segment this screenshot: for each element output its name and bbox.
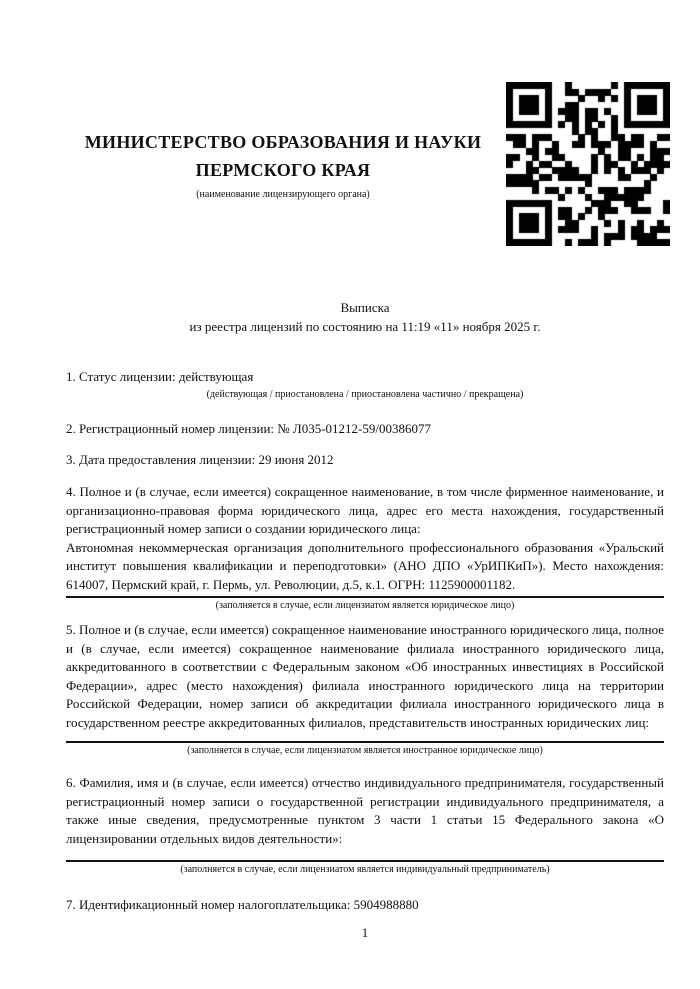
ministry-subtitle: (наименование лицензирующего органа): [196, 189, 370, 200]
fill-line: [66, 860, 664, 862]
license-status-text: 1. Статус лицензии: действующая: [66, 369, 254, 384]
ministry-header: [63, 128, 503, 201]
fill-line: [66, 596, 664, 598]
legal-entity-caption: (заполняется в случае, если лицензиатом является юридическое лицо): [215, 600, 515, 611]
taxpayer-number-text: 7. Идентификационный номер налогоплательщика: 5904988880: [66, 897, 419, 912]
qr-code: [506, 82, 670, 246]
license-date-text: 3. Дата предоставления лицензии: 29 июня 2012: [66, 452, 334, 467]
page-number: 1: [361, 925, 369, 940]
document-title-line1: Выписка: [340, 300, 390, 315]
individual-entrepreneur-label: 6. Фамилия, имя и (в случае, если имеется) отчество индивидуального предпринимателя, государственный регистрационный номер записи о государственной регистрации индивидуального предпринимателя, а также иные сведения, предусмотренные пунктом 3 части 1 статьи 15 Федерального закона «О лицензировании отдельных видов деятельности»:: [66, 775, 664, 846]
item-legal-entity: [66, 483, 664, 613]
item-foreign-entity: [66, 621, 664, 758]
license-status-options-caption: (действующая / приостановлена / приостановлена частично / прекращена): [206, 388, 524, 400]
item-registration-number: [66, 420, 664, 439]
individual-entrepreneur-caption: (заполняется в случае, если лицензиатом является индивидуальный предприниматель): [180, 864, 550, 875]
item-individual-entrepreneur: [66, 774, 664, 877]
fill-line: [66, 741, 664, 743]
legal-entity-label: 4. Полное и (в случае, если имеется) сокращенное наименование, в том числе фирменное наименование, и организационно-правовая форма юридического лица, адрес его места нахождения, государственный регистрационный номер записи о создании юридического лица:: [66, 484, 664, 536]
item-taxpayer-number: [66, 896, 664, 915]
document-title: [66, 299, 664, 336]
foreign-entity-label: 5. Полное и (в случае, если имеется) сокращенное наименование иностранного юридического лица, полное и (в случае, если имеется) сокращенное наименование филиала иностранного юридического лица, аккредитованного в соответствии с Федеральным законом «Об иностранных инвестициях в Российской Федерации», адрес (место нахождения) филиала иностранного юридического лица на территории Российской Федерации, номер записи об аккредитации филиала иностранного юридического лица в государственном реестре аккредитованных филиалов, представительств иностранных юридических лиц:: [66, 622, 664, 730]
document-title-line2: из реестра лицензий по состоянию на 11:19 «11» ноября 2025 г.: [189, 318, 541, 334]
registration-number-text: 2. Регистрационный номер лицензии: № Л035-01212-59/00386077: [66, 421, 432, 436]
ministry-title-line1: МИНИСТЕРСТВО ОБРАЗОВАНИЯ И НАУКИ: [84, 132, 482, 152]
item-license-status: [66, 368, 664, 402]
legal-entity-value: Автономная некоммерческая организация дополнительного профессионального образования «Уральский институт повышения квалификации и переподготовки» (АНО ДПО «УрИПКиП»). Место нахождения: 614007, Пермский край, г. Пермь, ул. Революции, д.5, к.1. ОГРН: 1125900001182.: [66, 539, 664, 592]
ministry-title-line2: ПЕРМСКОГО КРАЯ: [195, 160, 371, 180]
foreign-entity-caption: (заполняется в случае, если лицензиатом является иностранное юридическое лицо): [187, 745, 543, 756]
item-license-date: [66, 451, 664, 470]
